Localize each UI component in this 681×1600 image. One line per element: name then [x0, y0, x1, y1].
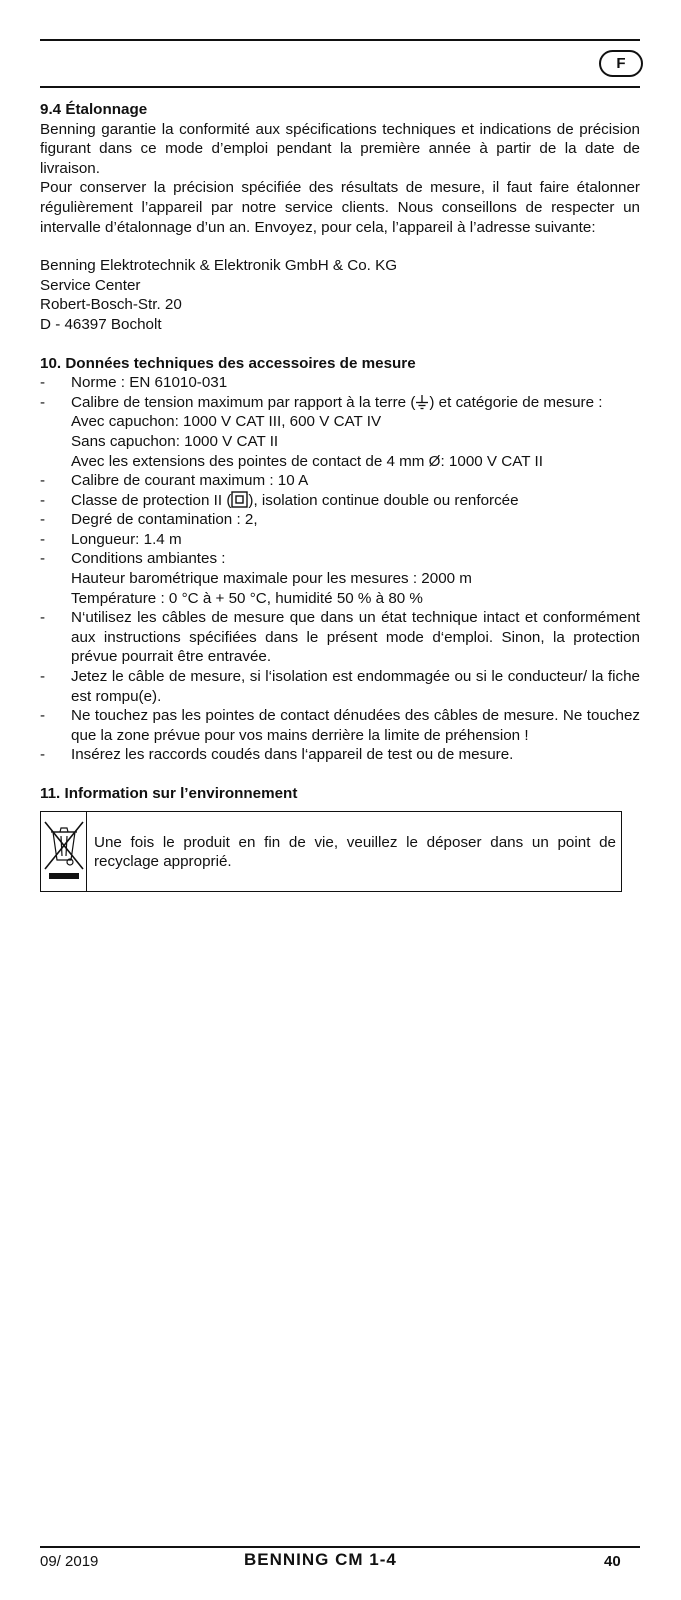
- address-line: D - 46397 Bocholt: [40, 315, 162, 333]
- page-content: [40, 100, 640, 892]
- address-line: Benning Elektrotechnik & Elektronik GmbH & Co. KG: [40, 257, 398, 275]
- address-line: Robert-Bosch-Str. 20: [40, 296, 182, 314]
- spec-line: Avec capuchon: 1000 V CAT III, 600 V CAT IV: [71, 413, 382, 431]
- section-9-4-title: 9.4 Étalonnage: [40, 101, 148, 118]
- header-rule: [40, 86, 640, 88]
- address-line: Service Center: [40, 276, 141, 294]
- technical-data-list: [40, 373, 640, 765]
- list-item: - Calibre de tension maximum par rapport à la terre ( ) et catégorie de mesure : Avec capuchon: 1000 V CAT III, 600 V CAT IV Sans capuchon: 1000 V CAT II Avec les extensions des pointes de contact de 4 mm Ø: 1000 V CAT II: [40, 393, 640, 471]
- footer-rule: [40, 1546, 640, 1548]
- list-item: - Classe de protection II ( ), isolation continue double ou renforcée: [40, 491, 519, 509]
- footer-date: 09/ 2019: [40, 1553, 99, 1570]
- list-item: - Calibre de courant maximum : 10 A: [40, 472, 309, 490]
- address-block: [40, 256, 640, 334]
- language-badge: F: [599, 50, 643, 77]
- crossed-out-wheelie-bin-icon: [41, 812, 87, 891]
- spec-line: Hauteur barométrique maximale pour les mesures : 2000 m: [71, 570, 472, 588]
- section-9-4-paragraph-1: Benning garantie la conformité aux spécifications techniques et indications de précision figurant dans ce mode d’emploi pendant la première année à partir de la date de livraison.: [40, 120, 640, 177]
- environment-notice-box: [40, 811, 622, 892]
- list-item: - Norme : EN 61010-031: [40, 374, 228, 392]
- list-item: - Degré de contamination : 2,: [40, 511, 258, 529]
- list-item: - Ne touchez pas les pointes de contact dénudées des câbles de mesure. Ne touchez que la zone prévue pour vos mains derrière la limite de préhension !: [40, 707, 640, 744]
- section-11-title: 11. Information sur l’environnement: [40, 785, 298, 802]
- footer-model-name: BENNING CM 1-4: [244, 1550, 397, 1569]
- spec-line: Avec les extensions des pointes de contact de 4 mm Ø: 1000 V CAT II: [71, 452, 543, 470]
- list-item: - N‘utilisez les câbles de mesure que dans un état technique intact et conformément aux instructions spécifiées dans le présent mode d‘emploi. Sinon, la protection prévue pourrait être entravée.: [40, 609, 640, 666]
- list-item: - Longueur: 1.4 m: [40, 530, 182, 548]
- ground-symbol-icon: [415, 395, 429, 410]
- page-number: 40: [604, 1553, 621, 1570]
- double-insulation-icon: [231, 491, 248, 508]
- spec-line: Température : 0 °C à + 50 °C, humidité 50 % à 80 %: [71, 589, 423, 607]
- section-10-title: 10. Données techniques des accessoires de mesure: [40, 354, 416, 372]
- list-item: - Insérez les raccords coudés dans l‘appareil de test ou de mesure.: [40, 746, 514, 764]
- list-item: - Conditions ambiantes : Hauteur barométrique maximale pour les mesures : 2000 m Température : 0 °C à + 50 °C, humidité 50 % à 80 %: [40, 549, 640, 608]
- top-rule: [40, 39, 640, 41]
- environment-notice-text: Une fois le produit en fin de vie, veuillez le déposer dans un point de recyclage approprié.: [94, 833, 616, 871]
- section-9-4-paragraph-2: Pour conserver la précision spécifiée des résultats de mesure, il faut faire étalonner régulièrement l’appareil par notre service clients. Nous conseillons de respecter un intervalle d’étalonnage d’un an. Envoyez, pour cela, l’appareil à l’adresse suivante:: [40, 179, 640, 236]
- list-item: - Jetez le câble de mesure, si l‘isolation est endommagée ou si le conducteur/ la fiche est rompu(e).: [40, 668, 640, 705]
- spec-line: Sans capuchon: 1000 V CAT II: [71, 432, 279, 450]
